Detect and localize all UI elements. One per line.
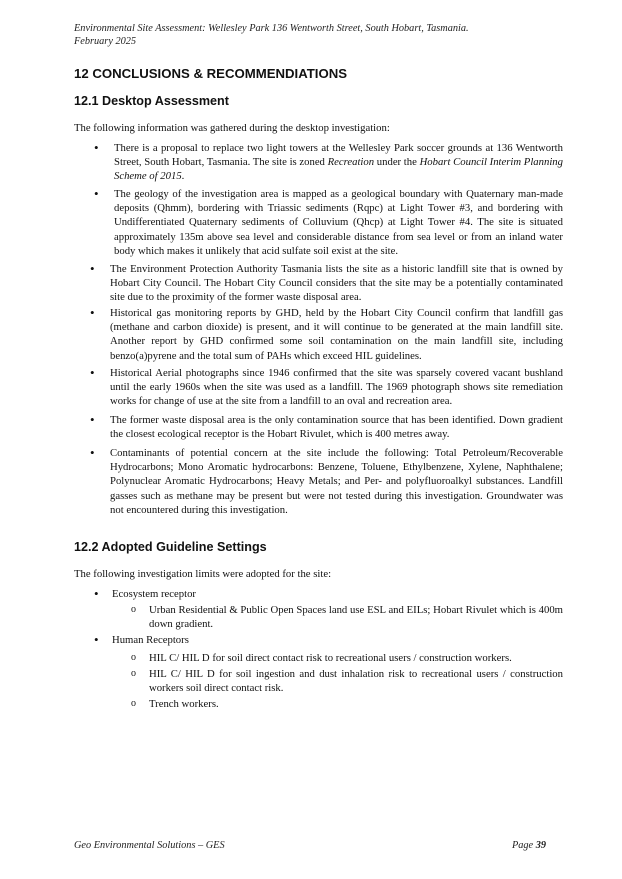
bullet-glyph: • (94, 632, 99, 647)
bullet-glyph: • (90, 445, 95, 460)
sub-bullet-glyph: o (131, 668, 136, 679)
footer-company: Geo Environmental Solutions – GES (74, 840, 225, 851)
bullet-glyph: • (90, 412, 95, 427)
section-heading: 12 CONCLUSIONS & RECOMMENDIATIONS (74, 66, 348, 81)
page-header (74, 22, 574, 48)
sub-bullet-glyph: o (131, 698, 136, 709)
guideline-human-item-1: HIL C/ HIL D for soil direct contact risk to recreational users / construction workers. (149, 652, 512, 664)
desktop-bullet-5: Historical Aerial photographs since 1946 confirmed that the site was sparsely covered vacant bushland until the early 1960s when the site was used as a landfill. The 1969 photograph shows site remediation works for change of use at the site from a landfill to an oval and recreation area. (110, 367, 563, 408)
bullet-glyph: • (90, 365, 95, 380)
guideline-human-item-3: Trench workers. (149, 698, 219, 710)
page-number-value: 39 (535, 840, 546, 851)
page-number (512, 840, 546, 851)
guideline-group-human: Human Receptors (112, 634, 189, 646)
desktop-bullet-2: The geology of the investigation area is mapped as a geological boundary with Quaternary man-made deposits (Qhmm), bordering with Triassic sediments (Rqpc) at Light Tower #3, and bordering with Undifferentiated Quaternary sediments of Colluvium (Qhcp) at Light Tower #4. The site is situated approximately 135m above sea level and considerable distance from sea level or from an inland water body which makes it unlikely that acid sulfate soil exist at the site. (114, 188, 563, 257)
desktop-intro: The following information was gathered during the desktop investigation: (74, 122, 390, 134)
bullet-glyph: • (90, 261, 95, 276)
desktop-bullet-6: The former waste disposal area is the only contamination source that has been identified. Down gradient the closest ecological receptor is the Hobart Rivulet, which is 400 metres away. (110, 414, 563, 441)
desktop-bullet-3: The Environment Protection Authority Tasmania lists the site as a historic landfill site that is owned by Hobart City Council. The Hobart City Council considers that the site may be a potentially contaminated site due to the proximity of the former waste disposal area. (110, 263, 563, 304)
sub-bullet-glyph: o (131, 604, 136, 615)
guideline-intro: The following investigation limits were adopted for the site: (74, 568, 332, 580)
subsection-heading-desktop: 12.1 Desktop Assessment (74, 94, 229, 108)
sub-bullet-glyph: o (131, 652, 136, 663)
header-title: Environmental Site Assessment: Wellesley Park 136 Wentworth Street, South Hobart, Tasmania. (74, 23, 469, 34)
desktop-bullet-4: Historical gas monitoring reports by GHD, held by the Hobart City Council confirm that landfill gas (methane and carbon dioxide) is present, and it will continue to be generated at the main landfill site. Another report by GHD confirmed some soil contamination on the main landfill site, including benzo(a)pyrene and the total sum of PAHs which exceed HIL guidelines. (110, 307, 563, 362)
subsection-heading-guideline: 12.2 Adopted Guideline Settings (74, 540, 267, 554)
bullet-glyph: • (94, 586, 99, 601)
desktop-bullet-1: There is a proposal to replace two light towers at the Wellesley Park soccer grounds at 136 Wentworth Street, South Hobart, Tasmania. The site is zoned Recreation under the Hobart Council Interim Planning Scheme of 2015. (114, 142, 563, 183)
bullet-glyph: • (94, 140, 99, 155)
guideline-ecosystem-item-1: Urban Residential & Public Open Spaces land use ESL and EILs; Hobart Rivulet which is 400m down gradient. (149, 604, 563, 631)
guideline-group-ecosystem: Ecosystem receptor (112, 588, 196, 600)
bullet-glyph: • (90, 305, 95, 320)
desktop-bullet-7: Contaminants of potential concern at the site include the following: Total Petroleum/Recoverable Hydrocarbons; Mono Aromatic hydrocarbons: Benzene, Toluene, Ethylbenzene, Xylene, Naphthalene; Polynuclear Aromatic Hydrocarbons; Heavy Metals; and Per- and polyfluoroalkyl substances. Landfill gasses such as methane may be present but were not tested during this investigation. Groundwater was not encountered during this investigation. (110, 447, 563, 516)
bullet-glyph: • (94, 186, 99, 201)
header-date: February 2025 (74, 36, 137, 47)
page-label: Page (511, 840, 534, 851)
guideline-human-item-2: HIL C/ HIL D for soil ingestion and dust inhalation risk to recreational users / construction workers soil direct contact risk. (149, 668, 563, 695)
